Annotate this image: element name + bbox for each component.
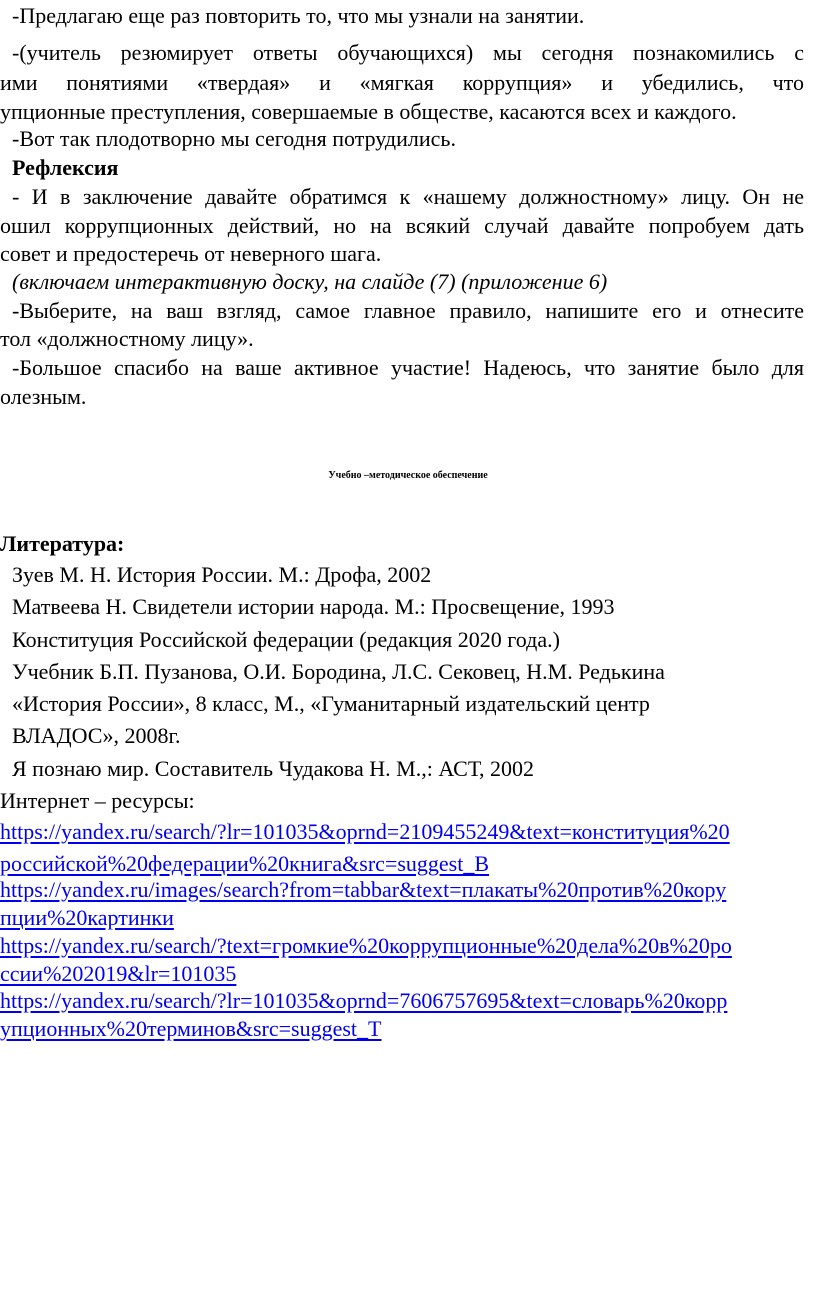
literature-item: Зуев М. Н. История России. М.: Дрофа, 2002: [12, 562, 432, 587]
heading-internet-resources: Интернет – ресурсы:: [0, 788, 195, 813]
paragraph-interactive-board-note: (включаем интерактивную доску, на слайде (7) (приложение 6): [12, 269, 608, 294]
literature-item: Матвеева Н. Свидетели истории народа. М.: Просвещение, 1993: [12, 594, 615, 619]
paragraph-teacher-summary-line-1: -(учитель резюмирует ответы обучающихся) мы сегодня познакомились с: [12, 40, 804, 65]
internet-resource-link-4-line-1[interactable]: https://yandex.ru/search/?lr=101035&oprnd=7606757695&text=словарь%20корр: [0, 988, 728, 1013]
internet-resource-link-3-line-1[interactable]: https://yandex.ru/search/?text=громкие%20коррупционные%20дела%20в%20ро: [0, 933, 732, 958]
paragraph-teacher-summary-line-3: упционные преступления, совершаемые в обществе, касаются всех и каждого.: [0, 99, 737, 124]
internet-resource-link-2-line-1[interactable]: https://yandex.ru/images/search?from=tabbar&text=плакаты%20против%20кору: [0, 877, 727, 902]
paragraph-thanks-line-2: олезным.: [0, 384, 87, 409]
internet-resource-link-2-line-2[interactable]: пции%20картинки: [0, 905, 174, 930]
paragraph-official-line-2: ошил коррупционных действий, но на всякий случай давайте попробуем дать: [0, 213, 804, 238]
paragraph-choose-rule-line-2: тол «должностному лицу».: [0, 326, 254, 351]
literature-item: ВЛАДОС», 2008г.: [12, 723, 181, 748]
paragraph-official-line-3: совет и предостеречь от неверного шага.: [0, 241, 382, 266]
paragraph-choose-rule-line-1: -Выберите, на ваш взгляд, самое главное правило, напишите его и отнесите: [12, 298, 804, 323]
heading-reflection: Рефлексия: [12, 155, 119, 180]
heading-methodological-support: Учебно –методическое обеспечение: [328, 470, 488, 481]
internet-resource-link-1-line-2[interactable]: российской%20федерации%20книга&src=suggest_B: [0, 851, 490, 876]
paragraph-summary-intro: -Предлагаю еще раз повторить то, что мы узнали на занятии.: [12, 3, 585, 28]
heading-literature: Литература:: [0, 531, 125, 556]
paragraph-thanks-line-1: -Большое спасибо на ваше активное участие! Надеюсь, что занятие было для: [12, 355, 804, 380]
literature-item: Учебник Б.П. Пузанова, О.И. Бородина, Л.С. Сековец, Н.М. Редькина: [12, 659, 665, 684]
literature-item: Конституция Российской федерации (редакция 2020 года.): [12, 627, 560, 652]
literature-item: Я познаю мир. Составитель Чудакова Н. М.,: АСТ, 2002: [12, 756, 535, 781]
internet-resource-link-4-line-2[interactable]: упционных%20терминов&src=suggest_T: [0, 1016, 382, 1041]
internet-resource-link-1-line-1[interactable]: https://yandex.ru/search/?lr=101035&oprnd=2109455249&text=конституция%20: [0, 819, 730, 844]
paragraph-teacher-summary-line-2: ими понятиями «твердая» и «мягкая коррупция» и убедились, что: [0, 70, 804, 95]
internet-resource-link-3-line-2[interactable]: ссии%202019&lr=101035: [0, 961, 237, 986]
literature-item: «История России», 8 класс, М., «Гуманитарный издательский центр: [12, 691, 650, 716]
paragraph-productive-work: -Вот так плодотворно мы сегодня потрудились.: [12, 126, 456, 151]
paragraph-official-line-1: - И в заключение давайте обратимся к «нашему должностному» лицу. Он не: [12, 184, 804, 209]
